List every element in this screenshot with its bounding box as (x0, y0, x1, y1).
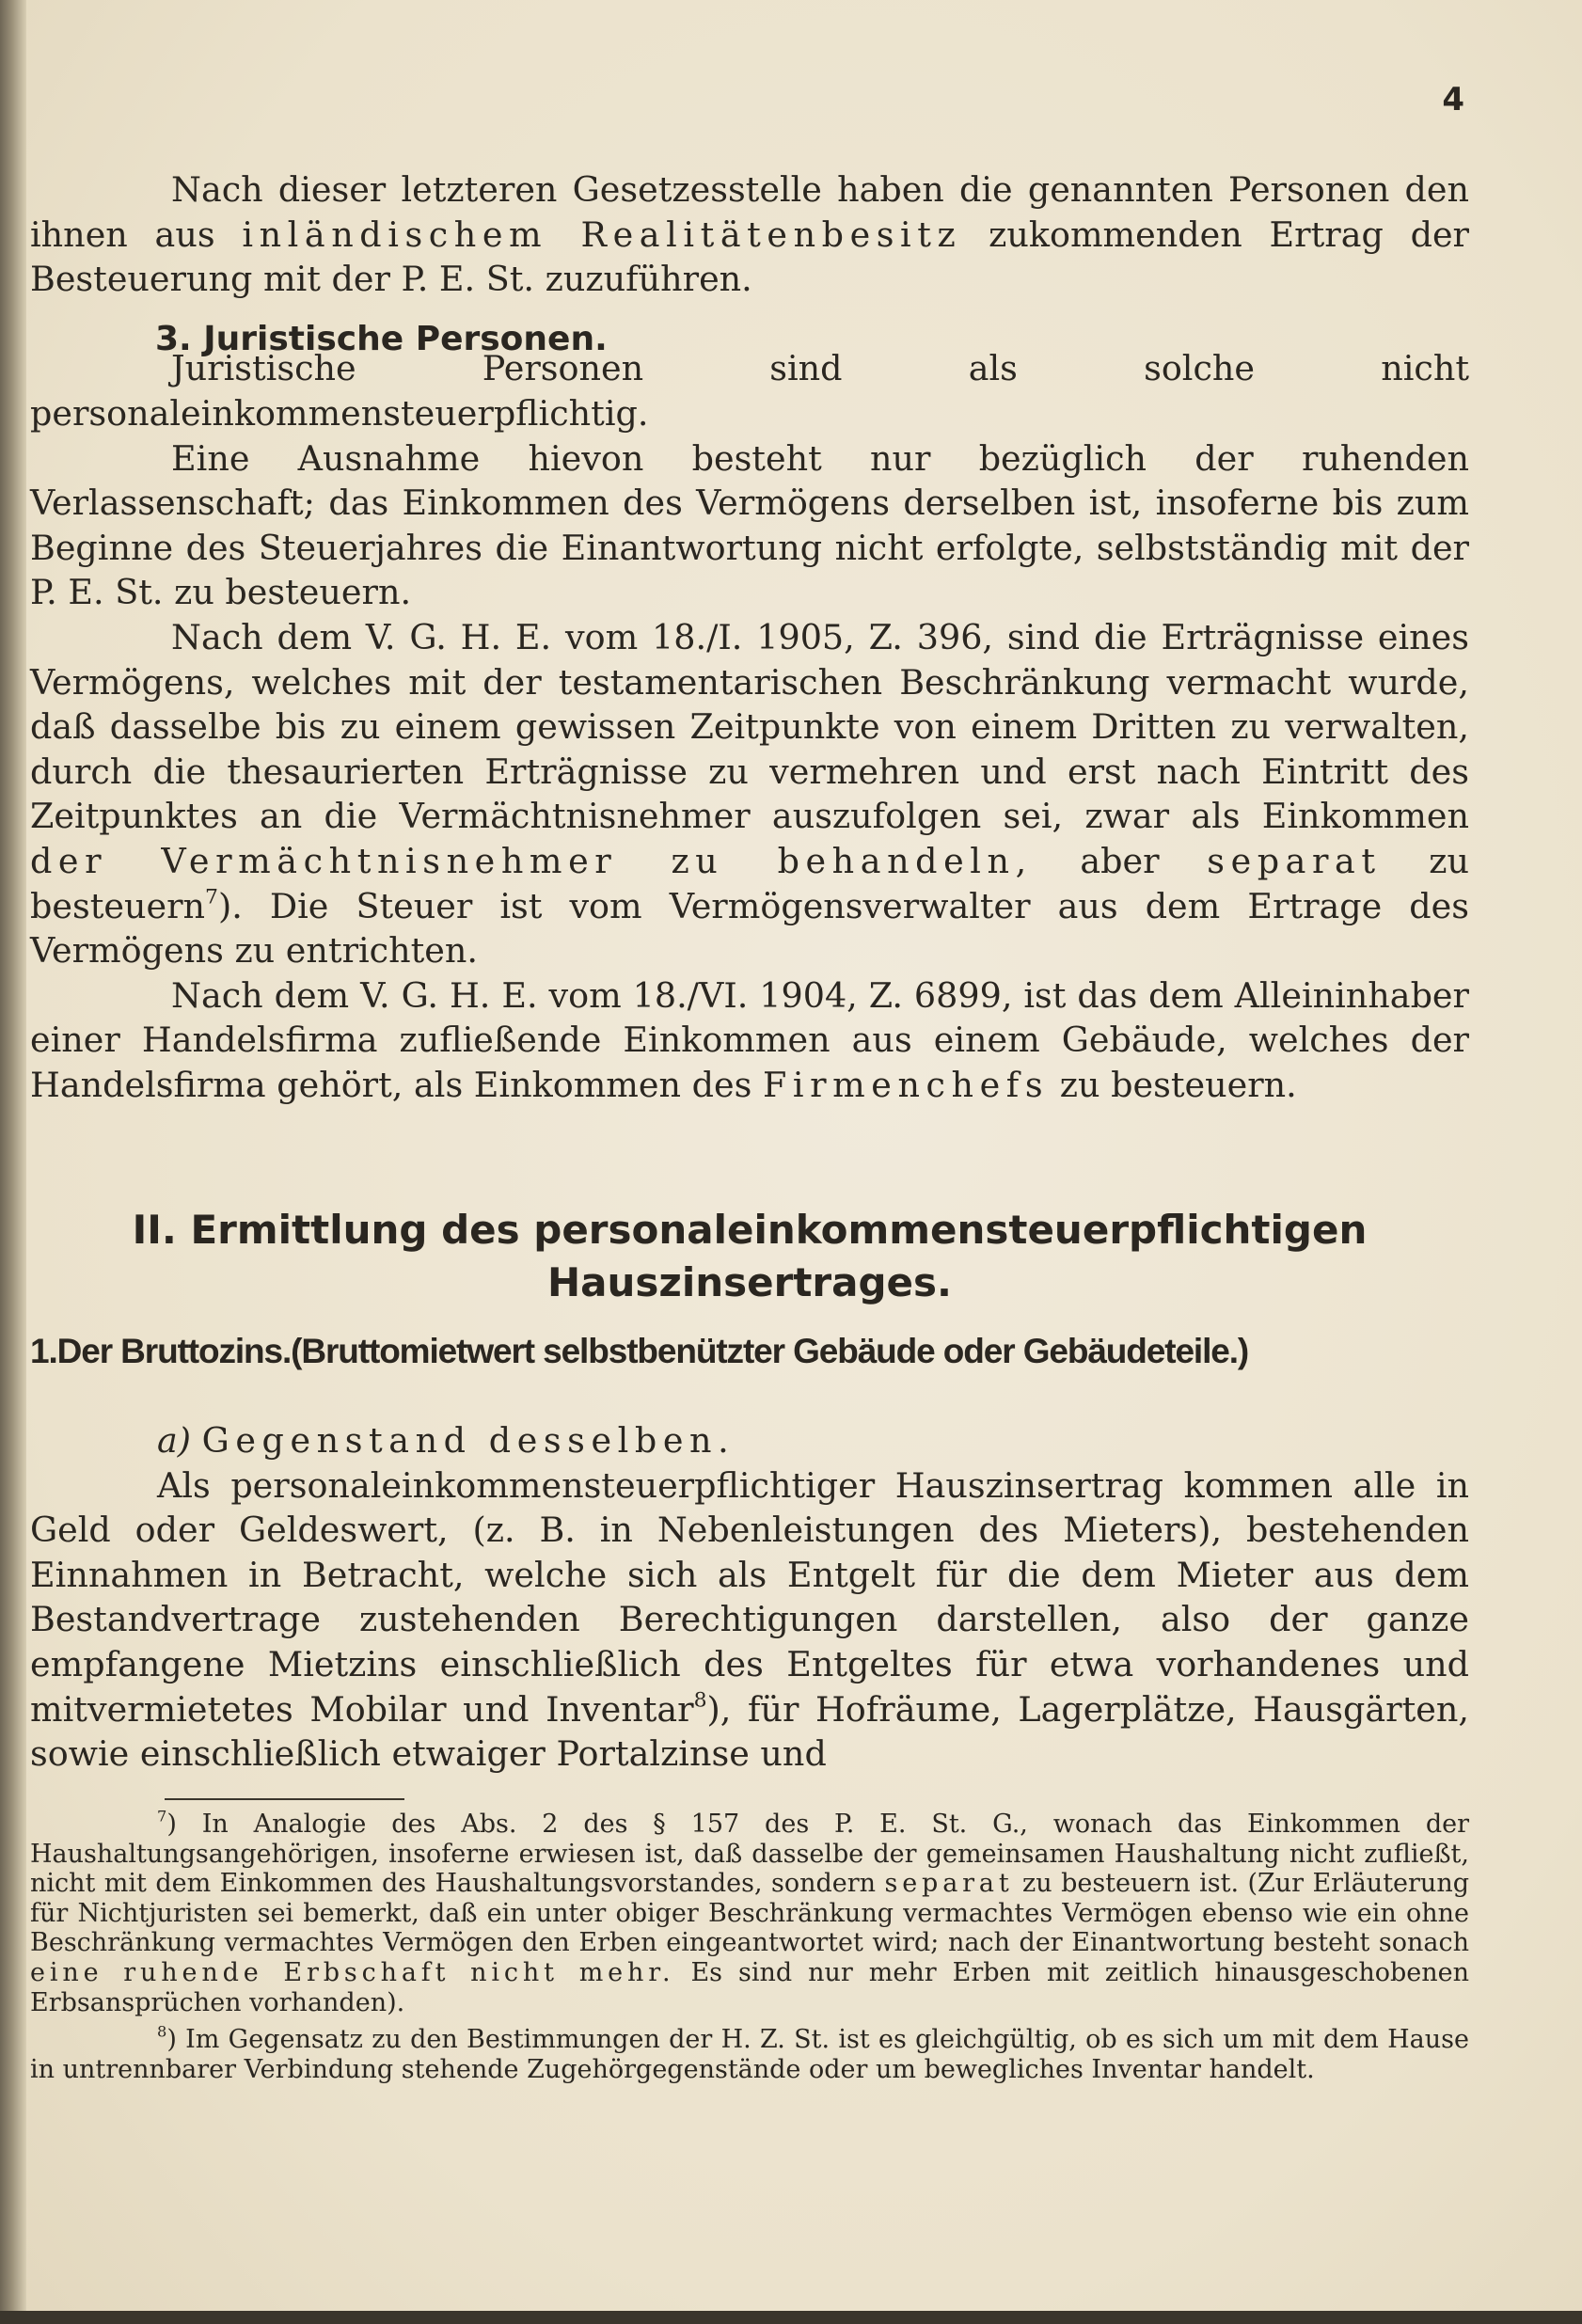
emphasis-text: der Vermächtnisnehmer zu behandeln, (30, 840, 1033, 881)
paragraph-4: Nach dem V. G. H. E. vom 18./I. 1905, Z. 396, sind die Erträgnisse eines Vermögens, welches mit der testamentarischen Beschränkung vermacht wurde, daß dasselbe bis zu einem gewissen Zeitpunkte von einem Dritten zu verwalten, durch die thesaurierten Erträgnisse zu vermehren und erst nach Eintritt des Zeitpunktes an die Vermächtnisnehmer auszufolgen sei, zwar als Einkommen der Vermächtnisnehmer zu behandeln, aber separat zu besteuern$^7$). Die Steuer ist vom Vermögensverwalter aus dem Ertrage des Vermögens zu entrichten. (30, 616, 1469, 972)
subsection-a-label: a) (157, 1420, 192, 1461)
footnotes (30, 1807, 1469, 2084)
footnote-divider (165, 1798, 404, 1800)
footnote-7-mark: 7 (157, 1807, 167, 1826)
scan-bottom-edge (0, 2311, 1582, 2324)
footnote-8-mark: 8 (157, 2022, 167, 2041)
emphasis-text: inländischem Realitätenbesitz (242, 213, 962, 255)
paragraph-1: Nach dieser letzteren Gesetzesstelle haben die genannten Personen den ihnen aus inländischem Realitätenbesitz zukommenden Ertrag der Besteuerung mit der P. E. St. zuzuführen. (30, 169, 1470, 300)
emphasis-text: separat (884, 1869, 1014, 1899)
body-text-upper (30, 167, 1469, 1107)
paragraph-3: Eine Ausnahme hievon besteht nur bezüglich der ruhenden Verlassenschaft; das Einkommen des Vermögens derselben ist, insoferne bis zum Beginne des Steuerjahres die Einantwortung nicht erfolgte, selbstständig mit der P. E. St. zu besteuern. (30, 437, 1469, 613)
body-text-lower (30, 1418, 1469, 1777)
footnote-ref-8[interactable]: 8 (693, 1688, 707, 1713)
emphasis-text: eine ruhende Erbschaft nicht mehr. (30, 1957, 675, 1987)
paragraph-2: Juristische Personen sind als solche nicht personaleinkommensteuerpflichtig. (30, 348, 1469, 434)
paragraph-6: Als personaleinkommensteuerpflichtiger Hauszinsertrag kommen alle in Geld oder Geldeswert, (z. B. in Nebenleistungen des Mieters), bestehenden Einnahmen in Betracht, welche sich als Entgelt für die dem Mieter aus dem Bestandvertrage zustehenden Berechtigungen darstellen, also der ganze empfangene Mietzins einschließlich des Entgeltes für etwa vorhandenes und mitvermietetes Mobilar und Inventar$^8$), für Hofräume, Lagerplätze, Hausgärten, sowie einschließlich etwaiger Portalzinse und (30, 1464, 1469, 1775)
subheading-juristic-persons: 3. Juristische Personen. (155, 320, 608, 358)
book-binding-edge (0, 0, 26, 2324)
footnote-ref-7[interactable]: 7 (205, 885, 218, 909)
footnote-7: $^7$) In Analogie des Abs. 2 des § 157 des P. E. St. G., wonach das Einkommen der Haushaltungsangehörigen, insoferne erwiesen ist, daß dasselbe der gemeinsamen Haushaltung nicht zufließt, nicht mit dem Einkommen des Haushaltungsvorstandes, sondern separat zu besteuern ist. (Zur Erläuterung für Nichtjuristen sei bemerkt, daß ein unter obiger Beschränkung vermachtes Vermögen ebenso wie ein ohne Beschränkung vermachtes Vermögen den Erben eingeantwortet wird; nach der Einantwortung besteht sonach eine ruhende Erbschaft nicht mehr. Es sind nur mehr Erben mit zeitlich hinausgeschobenen Erbsansprüchen vorhanden). (30, 1807, 1469, 2017)
section-title: II. Ermittlung des personaleinkommensteuerpflichtigen Hauszinsertrages. (132, 1207, 1368, 1305)
subsection-a-heading (30, 1418, 1469, 1463)
emphasis-text: Firmenchefs (762, 1064, 1050, 1105)
emphasis-text: separat (1207, 840, 1382, 881)
page-number: 4 (1442, 81, 1464, 119)
footnote-8: $^8$) Im Gegensatz zu den Bestimmungen der H. Z. St. ist es gleichgültig, ob es sich um mit dem Hause in untrennbarer Verbindung stehende Zugehörgegenstände oder um bewegliches Inventar handelt. (30, 2022, 1469, 2084)
paragraph-5: Nach dem V. G. H. E. vom 18./VI. 1904, Z. 6899, ist das dem Alleininhaber einer Handelsfirma zufließende Einkommen aus einem Gebäude, welches der Handelsfirma gehört, als Einkommen des Firmenchefs zu besteuern. (30, 974, 1469, 1105)
subsection-title: 1.Der Bruttozins.(Bruttomietwert selbstbenützter Gebäude oder Gebäudeteile.) (30, 1332, 1249, 1370)
subsection-a-text: Gegenstand desselben. (201, 1420, 736, 1461)
